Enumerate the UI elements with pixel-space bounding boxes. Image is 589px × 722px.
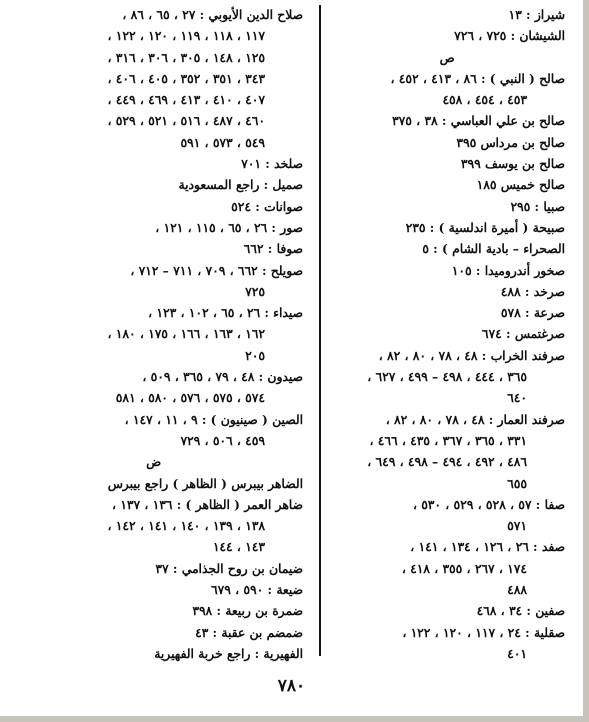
index-entry: صفد : ٢٦ ، ١٢٦ ، ١٣٤ ، ١٤١ ،	[410, 539, 565, 555]
index-entry: صفا : ٥٧ ، ٥٢٨ ، ٥٢٩ ، ٥٣٠ ،	[412, 496, 565, 512]
section-letter: ض	[146, 454, 161, 470]
index-entry: صالح بن مرداس ٣٩٥	[456, 134, 565, 150]
index-entry-continuation: ١٤٣ ، ١٤٤	[212, 539, 265, 555]
index-entry-continuation: ٤٦٠ ، ٤٨٧ ، ٥١٦ ، ٥٢١ ، ٥٢٩ ،	[107, 113, 265, 129]
index-entry: صوانات : ٥٢٤	[231, 198, 303, 214]
section-letter: ص	[439, 49, 455, 65]
index-entry: شيراز : ١٣	[508, 7, 565, 22]
index-entry-continuation: ٤٨٨	[507, 582, 527, 598]
index-entry: الضاهر بيبرس ( الظاهر ) راجع بيبرس	[107, 475, 303, 491]
index-entry-continuation: ٤٥٩ ، ٥٠٦ ، ٧٢٩	[180, 432, 265, 448]
index-entry: صرفند الخراب : ٤٨ ، ٧٨ ، ٨٠ ، ٨٢ ،	[378, 347, 565, 363]
index-entry: صرفند العمار : ٤٨ ، ٧٨ ، ٨٠ ، ٨٢ ،	[385, 411, 565, 427]
index-entry: ضمرة بن ربيعة : ٣٩٨	[192, 603, 303, 619]
index-entry: ضاهر العمر ( الظاهر ) : ١٣٦ ، ١٣٧ ،	[111, 496, 303, 512]
index-entry-continuation: ٣٦٥ ، ٤٤٤ ، ٤٩٨ – ٤٩٩ ، ٦٢٧ ،	[367, 369, 527, 385]
index-entry: صالح بن يوسف ٣٩٩	[460, 156, 565, 172]
index-entry: صالح خميس ١٨٥	[476, 177, 565, 193]
index-column-left	[4, 4, 303, 664]
index-entry: صيداء : ٢٦ ، ٦٥ ، ١٠٢ ، ١٢٣ ،	[148, 305, 303, 321]
index-entry-continuation: ١١٧ ، ١١٨ ، ١١٩ ، ١٢٠ ، ١٢٢ ،	[107, 28, 265, 44]
page-number: ٧٨٠	[277, 676, 306, 696]
index-entry-continuation: ٣٣١ ، ٣٦٥ ، ٣٦٧ ، ٤٣٥ ، ٤٦٦ ،	[369, 432, 527, 448]
index-entry-continuation: ١٢٥ ، ١٤٨ ، ٣٠٥ ، ٣٠٦ ، ٣١٦ ،	[107, 49, 265, 65]
index-entry: صرغتمس : ٦٧٤	[481, 326, 565, 342]
index-entry-continuation: ٤٠١	[507, 645, 527, 661]
index-entry: صور : ٢٦ ، ٦٥ ، ١١٥ ، ١٢١ ،	[155, 219, 303, 235]
index-entry: صبيحة ( أميرة اندلسية ) : ٢٣٥	[405, 219, 565, 235]
index-entry-continuation: ٥٤٩ ، ٥٧٣ ، ٥٩١	[180, 134, 265, 150]
index-entry: صقلية : ٢٤ ، ١١٧ ، ١٢٠ ، ١٢٢ ،	[402, 624, 565, 640]
index-entry: صخور أندروميدا : ١٠٥	[451, 262, 565, 278]
index-entry-continuation: ٣٤٣ ، ٣٥١ ، ٣٥٢ ، ٤٠٥ ، ٤٠٦ ،	[107, 70, 265, 86]
index-entry-continuation: ٦٥٥	[507, 475, 527, 491]
index-column-right	[329, 4, 565, 664]
index-entry: صميل : راجع المسعودية	[178, 177, 303, 193]
index-entry: صوفا : ٦٦٢	[243, 241, 303, 257]
index-entry-continuation: ٥٧١	[507, 518, 527, 534]
index-entry: صويلح : ٦٦٢ ، ٧٠٩ ، ٧١١ – ٧١٢ ،	[130, 262, 303, 278]
index-entry: صرعة : ٥٧٨	[500, 305, 565, 321]
index-entry-continuation: ٢٠٥	[245, 347, 265, 363]
index-entry: صفين : ٣٤ ، ٤٦٨	[476, 603, 565, 619]
index-entry: الشيشان : ٧٢٥ ، ٧٢٦	[454, 28, 565, 44]
index-entry-continuation: ٤٠٧ ، ٤١٠ ، ٤١٣ ، ٤٦٩ ، ٤٤٩ ،	[107, 92, 265, 108]
column-divider	[319, 5, 321, 656]
index-entry: الصين ( صينيون ) : ٩ ، ١١ ، ١٤٧ ،	[124, 411, 303, 427]
index-entry: صالح ( النبي ) : ٨٦ ، ٤١٣ ، ٤٥٢ ،	[390, 70, 565, 86]
index-entry: صلخد : ٧٠١	[241, 156, 303, 172]
index-entry: صلاح الدين الأيوبي : ٢٧ ، ٦٥ ، ٨٦ ،	[122, 7, 303, 22]
index-entry-continuation: ١٣٨ ، ١٣٩ ، ١٤٠ ، ١٤١ ، ١٤٢ ،	[107, 518, 265, 534]
index-entry-continuation: ٤٨٦ ، ٤٩٢ ، ٤٩٤ – ٤٩٨ ، ٦٤٩ ،	[367, 454, 527, 470]
index-entry: ضيعة : ٥٩٠ ، ٦٧٩	[211, 582, 303, 598]
index-entry-continuation: ٧٢٥	[245, 283, 265, 299]
index-entry-continuation: ٤٥٣ ، ٤٥٤ ، ٤٥٨	[442, 92, 527, 108]
index-entry-continuation: ١٦٢ ، ١٦٣ ، ١٦٦ ، ١٧٥ ، ١٨٠ ،	[107, 326, 265, 342]
page-edge-right	[583, 0, 589, 722]
index-entry: ضمضم بن عقبة : ٤٣	[195, 624, 303, 640]
index-entry-continuation: ٥٧٤ ، ٥٧٥ ، ٥٧٦ ، ٥٨٠ ، ٥٨١	[115, 390, 265, 406]
index-entry-continuation: ٦٤٠	[507, 390, 527, 406]
index-entry: صبيا : ٢٩٥	[510, 198, 565, 214]
index-entry: صرخد : ٤٨٨	[500, 283, 565, 299]
index-entry: ضيمان بن روح الجذامي : ٣٧	[155, 560, 303, 576]
index-entry: صالح بن علي العباسي : ٣٨ ، ٣٧٥	[392, 113, 565, 129]
index-entry: الصحراء – بادية الشام ) : ٥	[422, 241, 565, 257]
index-entry: الفهيرية : راجع خربة الفهيرية	[154, 645, 303, 661]
index-entry-continuation: ١٧٤ ، ٢٦٧ ، ٣٥٥ ، ٤١٨ ،	[401, 560, 527, 576]
index-entry: صيدون : ٤٨ ، ٧٩ ، ٣٦٥ ، ٥٠٩ ،	[142, 369, 303, 385]
page-edge-bottom	[0, 716, 589, 722]
